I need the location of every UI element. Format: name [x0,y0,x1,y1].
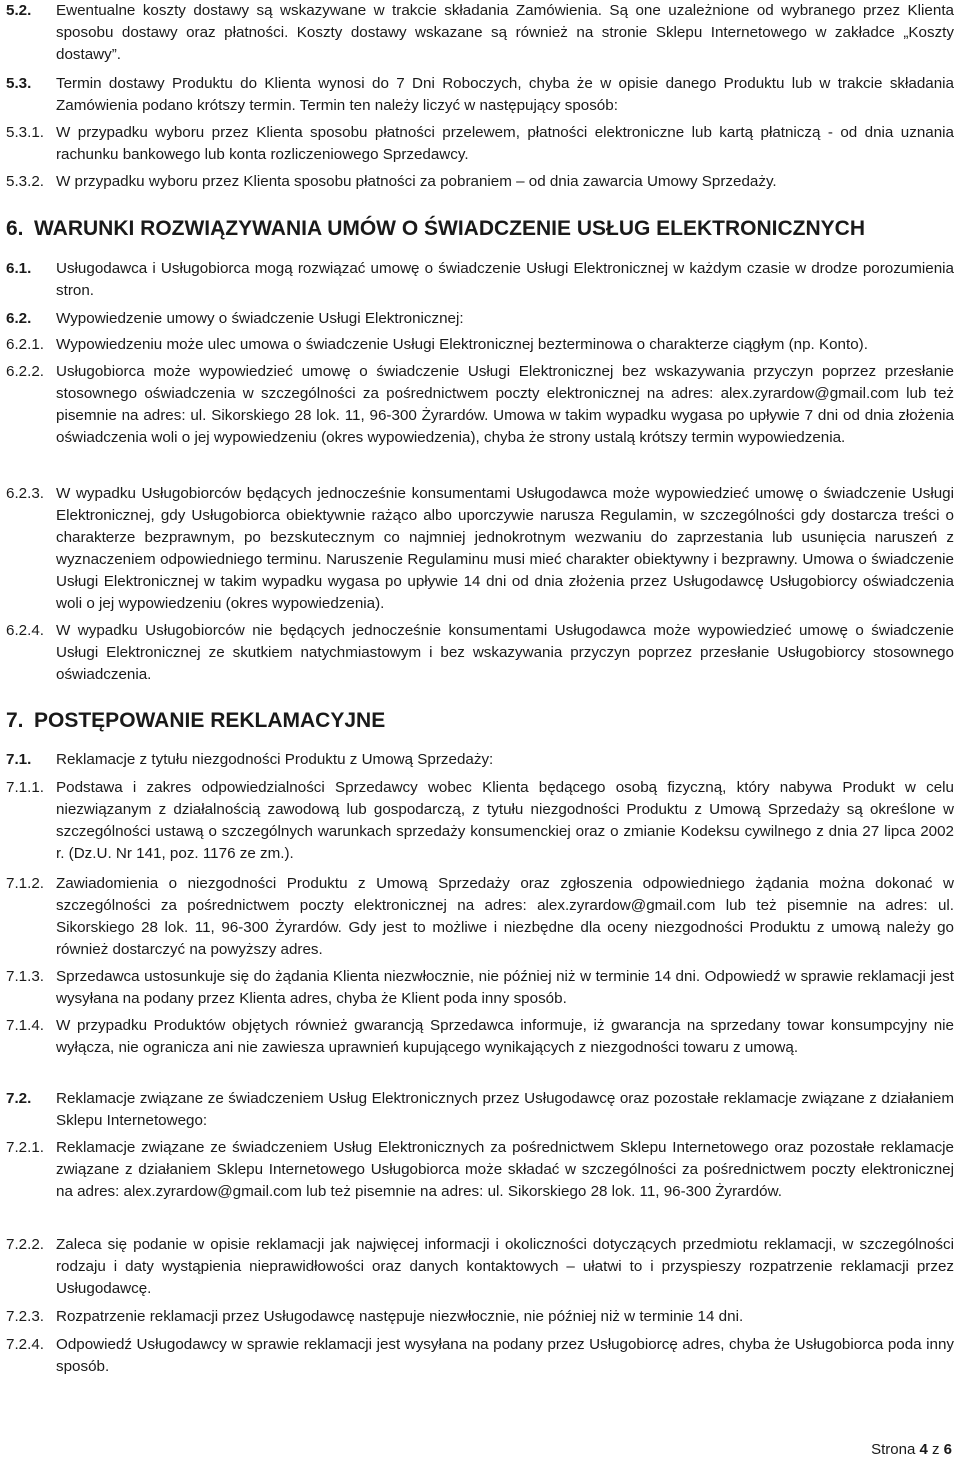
section-heading-number: 7. [6,709,24,732]
page-footer [871,1440,952,1460]
clause-number: 7.2.2. [6,1236,44,1253]
clause [6,361,954,449]
clause-number: 7.2.1. [6,1139,44,1156]
clause-text: W wypadku Usługobiorców nie będących jednocześnie konsumentami Usługodawca może wypowiedzieć umowę o świadczenie Usługi Elektronicznej ze skutkiem natychmiastowym i bez wskazywania przyczyn poprzez przesłanie Usługobiorcy stosownego oświadczenia. [56,622,954,684]
clause [6,1015,954,1059]
clause [6,171,954,193]
clause-text: Reklamacje związane ze świadczeniem Usług Elektronicznych przez Usługodawcę oraz pozostałe reklamacje związane z działaniem Sklepu Internetowego: [56,1090,954,1130]
footer-page-number: 4 [919,1441,928,1458]
clause-text: Zawiadomienia o niezgodności Produktu z Umową Sprzedaży oraz zgłoszenia odpowiedniego żądania można dokonać w szczególności za pośrednictwem poczty elektronicznej na adres: alex.zyrardow@gmail.com lub też pisemnie na adres: ul. Sikorskiego 28 lok. 11, 96-300 Żyrardów. Gdy jest to możliwe i niezbędne dla oceny niezgodności Produktu z umową należy go również dostarczyć na powyższy adres. [56,875,954,959]
clause [6,777,954,865]
clause-number: 6.2. [6,310,32,327]
clause-text: W przypadku wyboru przez Klienta sposobu płatności za pobraniem – od dnia zawarcia Umowy Sprzedaży. [56,173,777,190]
section-heading [6,708,954,734]
clause-text: Usługodawca i Usługobiorca mogą rozwiązać umowę o świadczenie Usługi Elektronicznej w każdym czasie w drodze porozumienia stron. [56,260,954,300]
footer-of: z [931,1441,940,1458]
clause [6,308,954,330]
clause-number: 5.3.2. [6,173,44,190]
clause-number: 7.1.4. [6,1017,44,1034]
clause-number: 5.3.1. [6,124,44,141]
footer-prefix: Strona [871,1441,916,1458]
clause-text: Podstawa i zakres odpowiedzialności Sprzedawcy wobec Klienta będącego osobą fizyczną, który nabywa Produkt w celu niezwiązanym z działalnością zawodową lub gospodarczą, z tytułu niezgodności Produktu z Umową Sprzedaży są określone w szczególności ustawą o szczególnych warunkach sprzedaży konsumenckiej oraz o zmianie Kodeksu cywilnego z dnia 27 lipca 2002 r. (Dz.U. Nr 141, poz. 1176 ze zm.). [56,779,954,863]
clause-number: 6.2.1. [6,336,44,353]
clause-number: 7.1.1. [6,779,44,796]
clause-number: 7.1.3. [6,968,44,985]
clause-text: Reklamacje związane ze świadczeniem Usług Elektronicznych za pośrednictwem Sklepu Internetowego oraz pozostałe reklamacje związane z działaniem Sklepu Internetowego Usługobiorca może składać w szczególności za pośrednictwem poczty elektronicznej na adres: alex.zyrardow@gmail.com lub też pisemnie na adres: ul. Sikorskiego 28 lok. 11, 96-300 Żyrardów. [56,1139,954,1201]
clause-text: Ewentualne koszty dostawy są wskazywane w trakcie składania Zamówienia. Są one uzależnione od wybranego przez Klienta sposobu dostawy oraz płatności. Koszty dostawy wskazane są również na stronie Sklepu Internetowego w zakładce „Koszty dostawy”. [56,2,954,64]
clause [6,1234,954,1300]
clause [6,620,954,686]
clause [6,0,954,66]
clause-number: 7.1.2. [6,875,44,892]
clause-number: 7.1. [6,751,32,768]
clause [6,1306,954,1328]
clause [6,1088,954,1132]
clause-number: 7.2.4. [6,1336,44,1353]
clause [6,483,954,616]
clause-text: Reklamacje z tytułu niezgodności Produktu z Umową Sprzedaży: [56,751,494,768]
section-heading-title: WARUNKI ROZWIĄZYWANIA UMÓW O ŚWIADCZENIE USŁUG ELEKTRONICZNYCH [34,217,866,240]
clause-number: 6.2.3. [6,485,44,502]
section-heading [6,216,954,242]
clause-text: W przypadku wyboru przez Klienta sposobu płatności przelewem, płatności elektroniczne lub kartą płatniczą - od dnia uznania rachunku bankowego lub konta rozliczeniowego Sprzedawcy. [56,124,954,164]
section-heading-number: 6. [6,217,24,240]
clause-text: Sprzedawca ustosunkuje się do żądania Klienta niezwłocznie, nie później niż w terminie 14 dni. Odpowiedź w sprawie reklamacji jest wysyłana na podany przez Klienta adres, chyba że Klient poda inny sposób. [56,968,954,1008]
clause-text: Odpowiedź Usługodawcy w sprawie reklamacji jest wysyłana na podany przez Usługobiorcę adres, chyba że Usługobiorca poda inny sposób. [56,1336,954,1376]
clause [6,122,954,166]
clause-text: Zaleca się podanie w opisie reklamacji jak najwięcej informacji i okoliczności dotyczących przedmiotu reklamacji, w szczególności rodzaju i daty wystąpienia nieprawidłowości oraz danych kontaktowych – ułatwi to i przyspieszy rozpatrzenie reklamacji przez Usługodawcę. [56,1236,954,1298]
clause-text: Wypowiedzeniu może ulec umowa o świadczenie Usługi Elektronicznej bezterminowa o charakterze ciągłym (np. Konto). [56,336,868,353]
clause-number: 7.2. [6,1090,32,1107]
clause-text: W wypadku Usługobiorców będących jednocześnie konsumentami Usługodawca może wypowiedzieć umowę o świadczenie Usługi Elektronicznej, gdy Usługobiorca obiektywnie rażąco albo uporczywie narusza Regulamin, w szczególności gdy dostarcza treści o charakterze bezprawnym, po bezskutecznym co najmniej jednokrotnym wezwaniu do zaprzestania lub usunięcia naruszeń z wyznaczeniem odpowiedniego terminu. Naruszenie Regulaminu musi mieć charakter obiektywny i bezprawny. Umowa o świadczenie Usługi Elektronicznej w takim wypadku wygasa po upływie 14 dni od dnia złożenia przez Usługodawcę Usługobiorcy oświadczenia woli o jej wypowiedzeniu (okres wypowiedzenia). [56,485,954,613]
clause-text: Wypowiedzenie umowy o świadczenie Usługi Elektronicznej: [56,310,464,327]
clause [6,1137,954,1203]
clause-text: Rozpatrzenie reklamacji przez Usługodawcę następuje niezwłocznie, nie później niż w terminie 14 dni. [56,1308,744,1325]
clause [6,334,954,356]
footer-total-pages: 6 [943,1441,952,1458]
clause-number: 7.2.3. [6,1308,44,1325]
clause-number: 6.2.2. [6,363,44,380]
clause [6,73,954,117]
clause-number: 6.1. [6,260,32,277]
clause-number: 5.2. [6,2,32,19]
clause-text: W przypadku Produktów objętych również gwarancją Sprzedawca informuje, iż gwarancja na sprzedany towar konsumpcyjny nie wyłącza, nie ogranicza ani nie zawiesza uprawnień kupującego wynikających z niezgodności towaru z umową. [56,1017,954,1057]
clause-number: 6.2.4. [6,622,44,639]
clause [6,258,954,302]
section-heading-title: POSTĘPOWANIE REKLAMACYJNE [34,709,386,732]
clause [6,873,954,961]
clause [6,1334,954,1378]
clause-number: 5.3. [6,75,32,92]
clause-text: Termin dostawy Produktu do Klienta wynosi do 7 Dni Roboczych, chyba że w opisie danego Produktu lub w trakcie składania Zamówienia podano krótszy termin. Termin ten należy liczyć w następujący sposób: [56,75,954,115]
clause-text: Usługobiorca może wypowiedzieć umowę o świadczenie Usługi Elektronicznej bez wskazywania przyczyn poprzez przesłanie stosownego oświadczenia w szczególności za pośrednictwem poczty elektronicznej na adres: alex.zyrardow@gmail.com lub też pisemnie na adres: ul. Sikorskiego 28 lok. 11, 96-300 Żyrardów. Umowa w takim wypadku wygasa po upływie 7 dni od dnia złożenia oświadczenia woli o jej wypowiedzeniu (okres wypowiedzenia), chyba że strony ustalą krótszy termin wypowiedzenia. [56,363,954,447]
clause [6,749,954,771]
clause [6,966,954,1010]
